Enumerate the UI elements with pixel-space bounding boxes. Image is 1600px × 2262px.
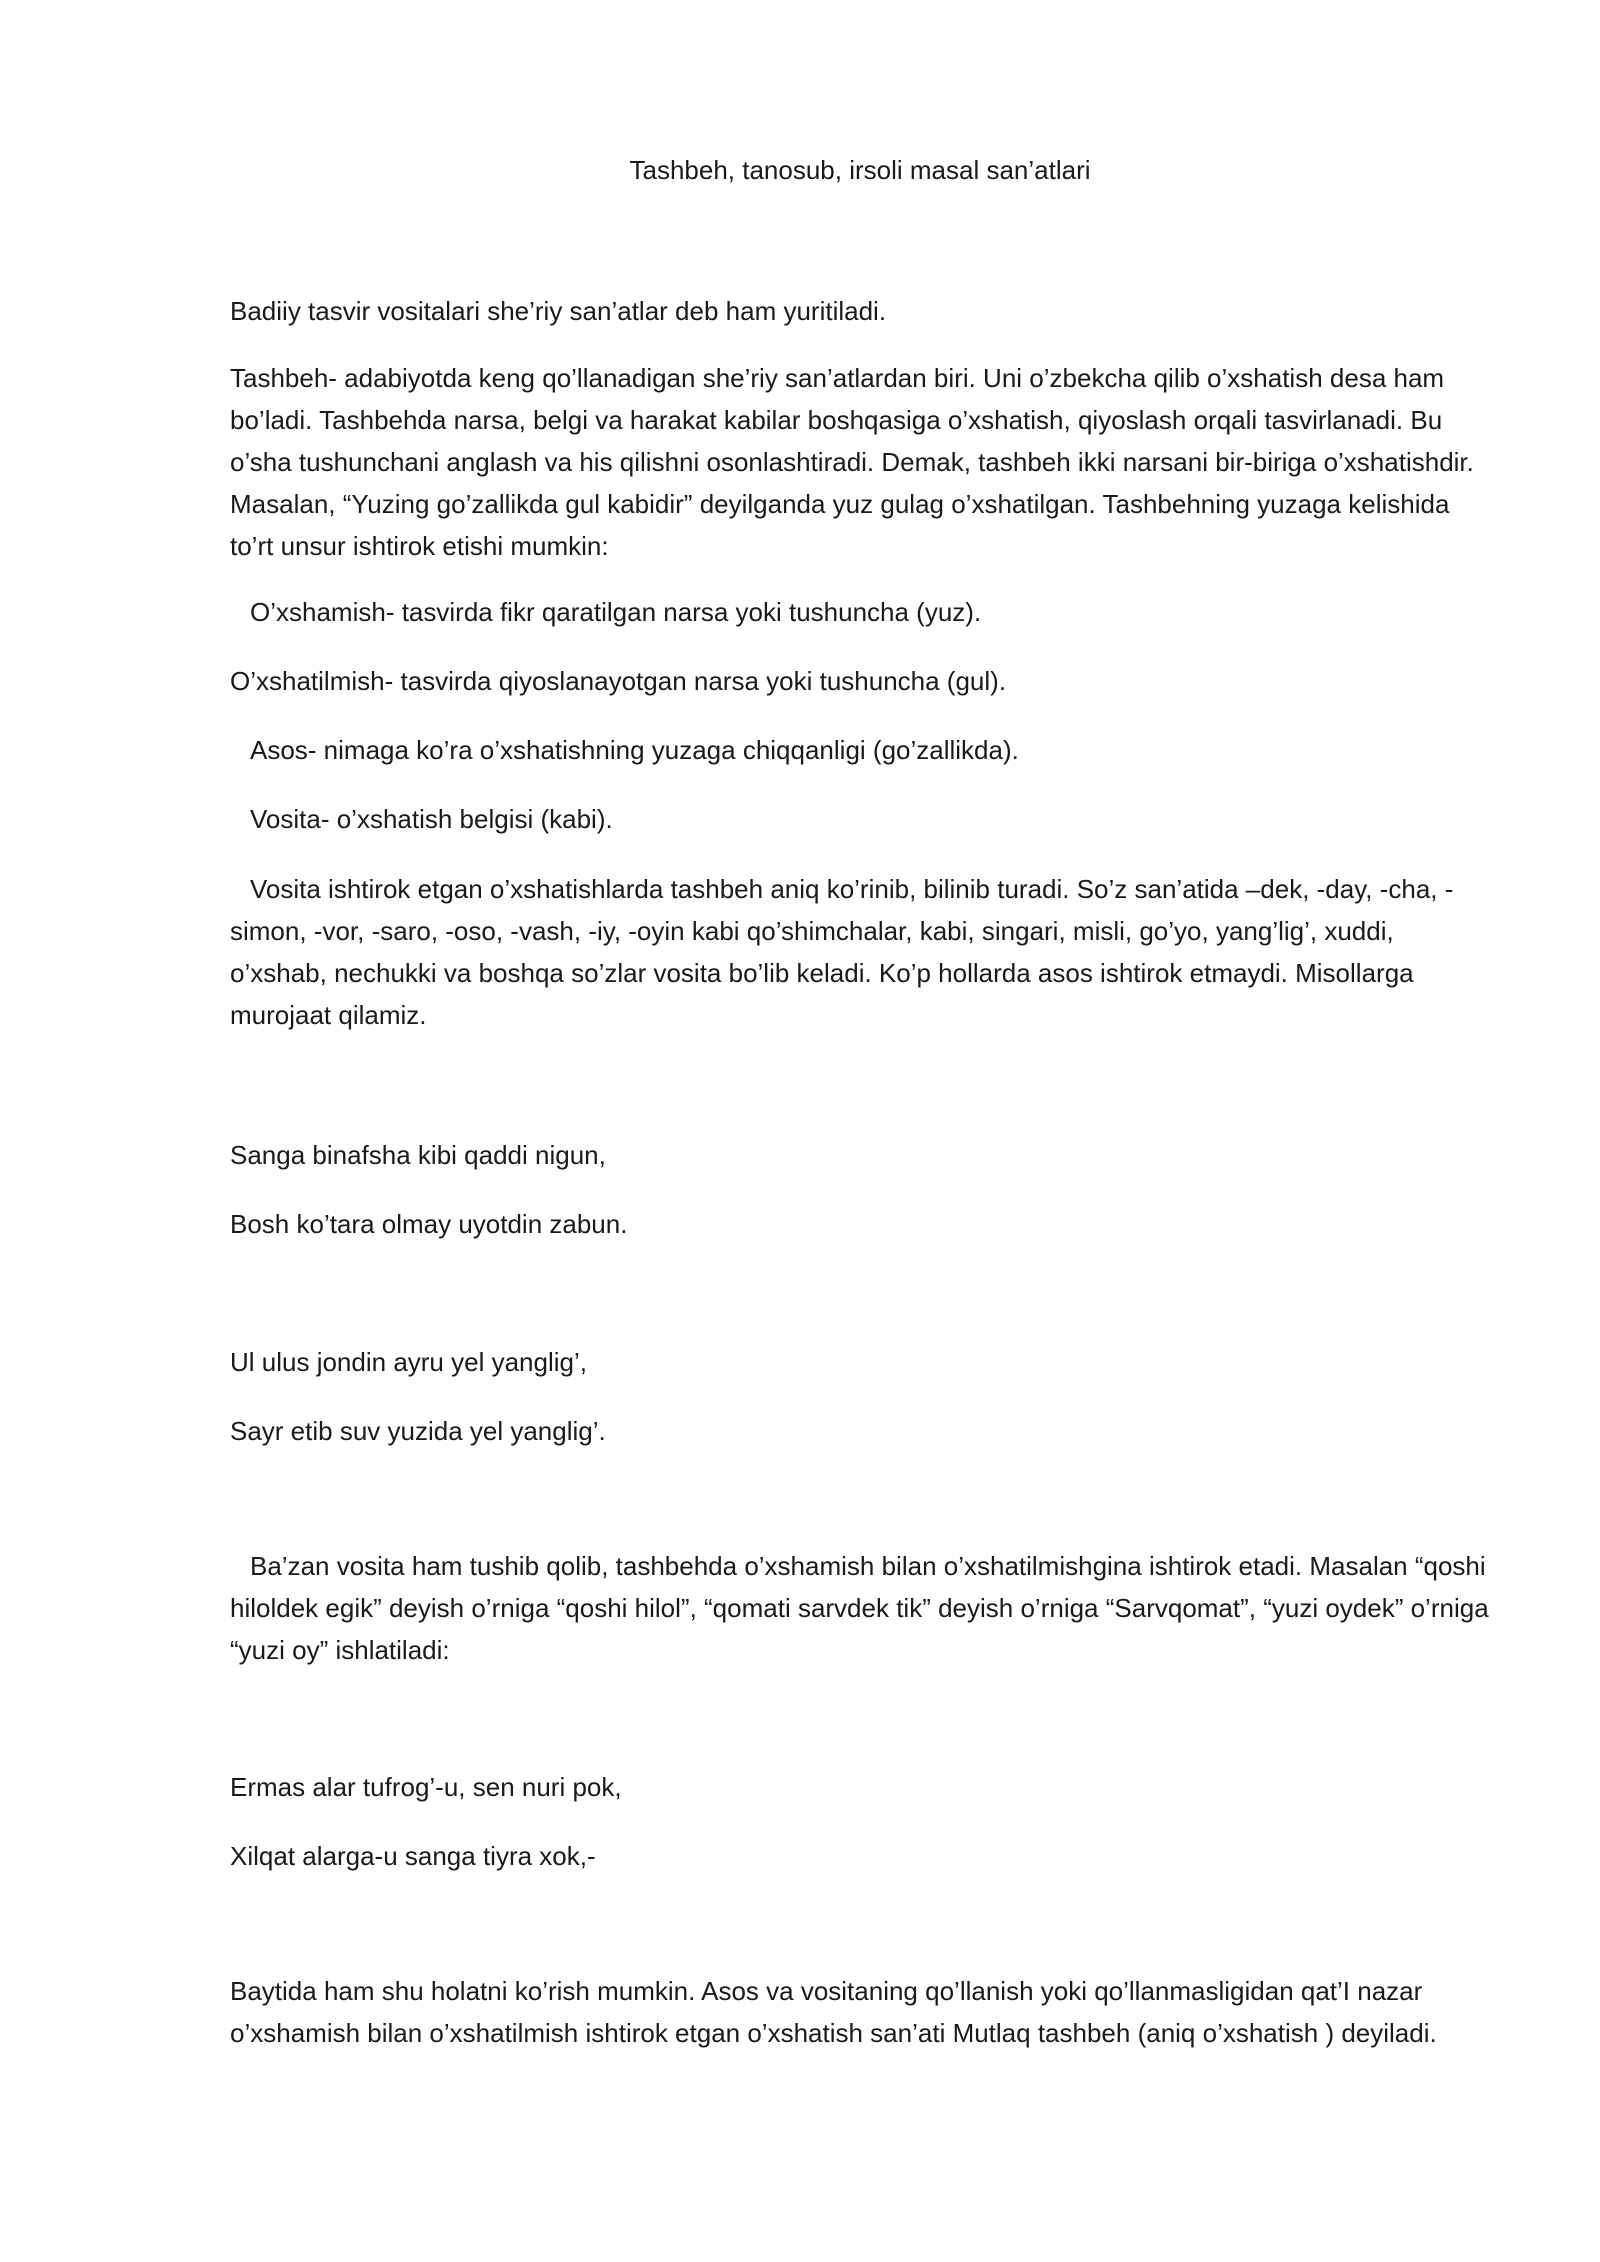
paragraph-vosita-examples: Vosita ishtirok etgan o’xshatishlarda tashbeh aniq ko’rinib, bilinib turadi. So’z san’atida –dek, -day, -cha, -simon, -vor, -saro, -oso, -vash, -iy, -oyin kabi qo’shimchalar, kabi, singari, misli, go’yo, yang’lig’, xuddi, o’xshab, nechukki va boshqa so’zlar vosita bo’lib keladi. Ko’p hollarda asos ishtirok etmaydi. Misollarga murojaat qilamiz.	[230, 874, 1454, 1030]
paragraph-vosita: Vosita- o’xshatish belgisi (kabi).	[250, 804, 613, 834]
verse-line: Ul ulus jondin ayru yel yanglig’,	[230, 1347, 587, 1377]
paragraph-oxshamish: O’xshamish- tasvirda fikr qaratilgan narsa yoki tushuncha (yuz).	[250, 597, 982, 627]
verse-line: Sayr etib suv yuzida yel yanglig’.	[230, 1416, 606, 1446]
paragraph-oxshatilmish: O’xshatilmish- tasvirda qiyoslanayotgan narsa yoki tushuncha (gul).	[230, 666, 1007, 696]
verse-line: Xilqat alarga-u sanga tiyra xok,-	[230, 1841, 596, 1871]
paragraph-intro: Badiiy tasvir vositalari she’riy san’atlar deb ham yuritiladi.	[230, 296, 887, 326]
verse-line: Bosh ko’tara olmay uyotdin zabun.	[230, 1209, 628, 1239]
verse-line: Ermas alar tufrog’-u, sen nuri pok,	[230, 1772, 622, 1802]
verse-line: Sanga binafsha kibi qaddi nigun,	[230, 1140, 606, 1170]
document-title: Tashbeh, tanosub, irsoli masal san’atlari	[629, 155, 1091, 185]
paragraph-vosita-omitted: Ba’zan vosita ham tushib qolib, tashbehda o’xshamish bilan o’xshatilmishgina ishtirok etadi. Masalan “qoshi hiloldek egik” deyish o’rniga “qoshi hilol”, “qomati sarvdek tik” deyish o’rniga “Sarvqomat”, “yuzi oydek” o’rniga “yuzi oy” ishlatiladi:	[230, 1551, 1489, 1665]
paragraph-tashbeh-definition: Tashbeh- adabiyotda keng qo’llanadigan she’riy san’atlardan biri. Uni o’zbekcha qilib o’xshatish desa ham bo’ladi. Tashbehda narsa, belgi va harakat kabilar boshqasiga o’xshatish, qiyoslash orqali tasvirlanadi. Bu o’sha tushunchani anglash va his qilishni osonlashtiradi. Demak, tashbeh ikki narsani bir-biriga o’xshatishdir. Masalan, “Yuzing go’zallikda gul kabidir” deyilganda yuz gulag o’xshatilgan. Tashbehning yuzaga kelishida to’rt unsur ishtirok etishi mumkin:	[230, 363, 1474, 561]
paragraph-asos: Asos- nimaga ko’ra o’xshatishning yuzaga chiqqanligi (go’zallikda).	[250, 735, 1019, 765]
paragraph-mutlaq-tashbeh: Baytida ham shu holatni ko’rish mumkin. Asos va vositaning qo’llanish yoki qo’llanmasligidan qat’I nazar o’xshamish bilan o’xshatilmish ishtirok etgan o’xshatish san’ati Mutlaq tashbeh (aniq o’xshatish ) deyiladi.	[230, 1976, 1437, 2048]
